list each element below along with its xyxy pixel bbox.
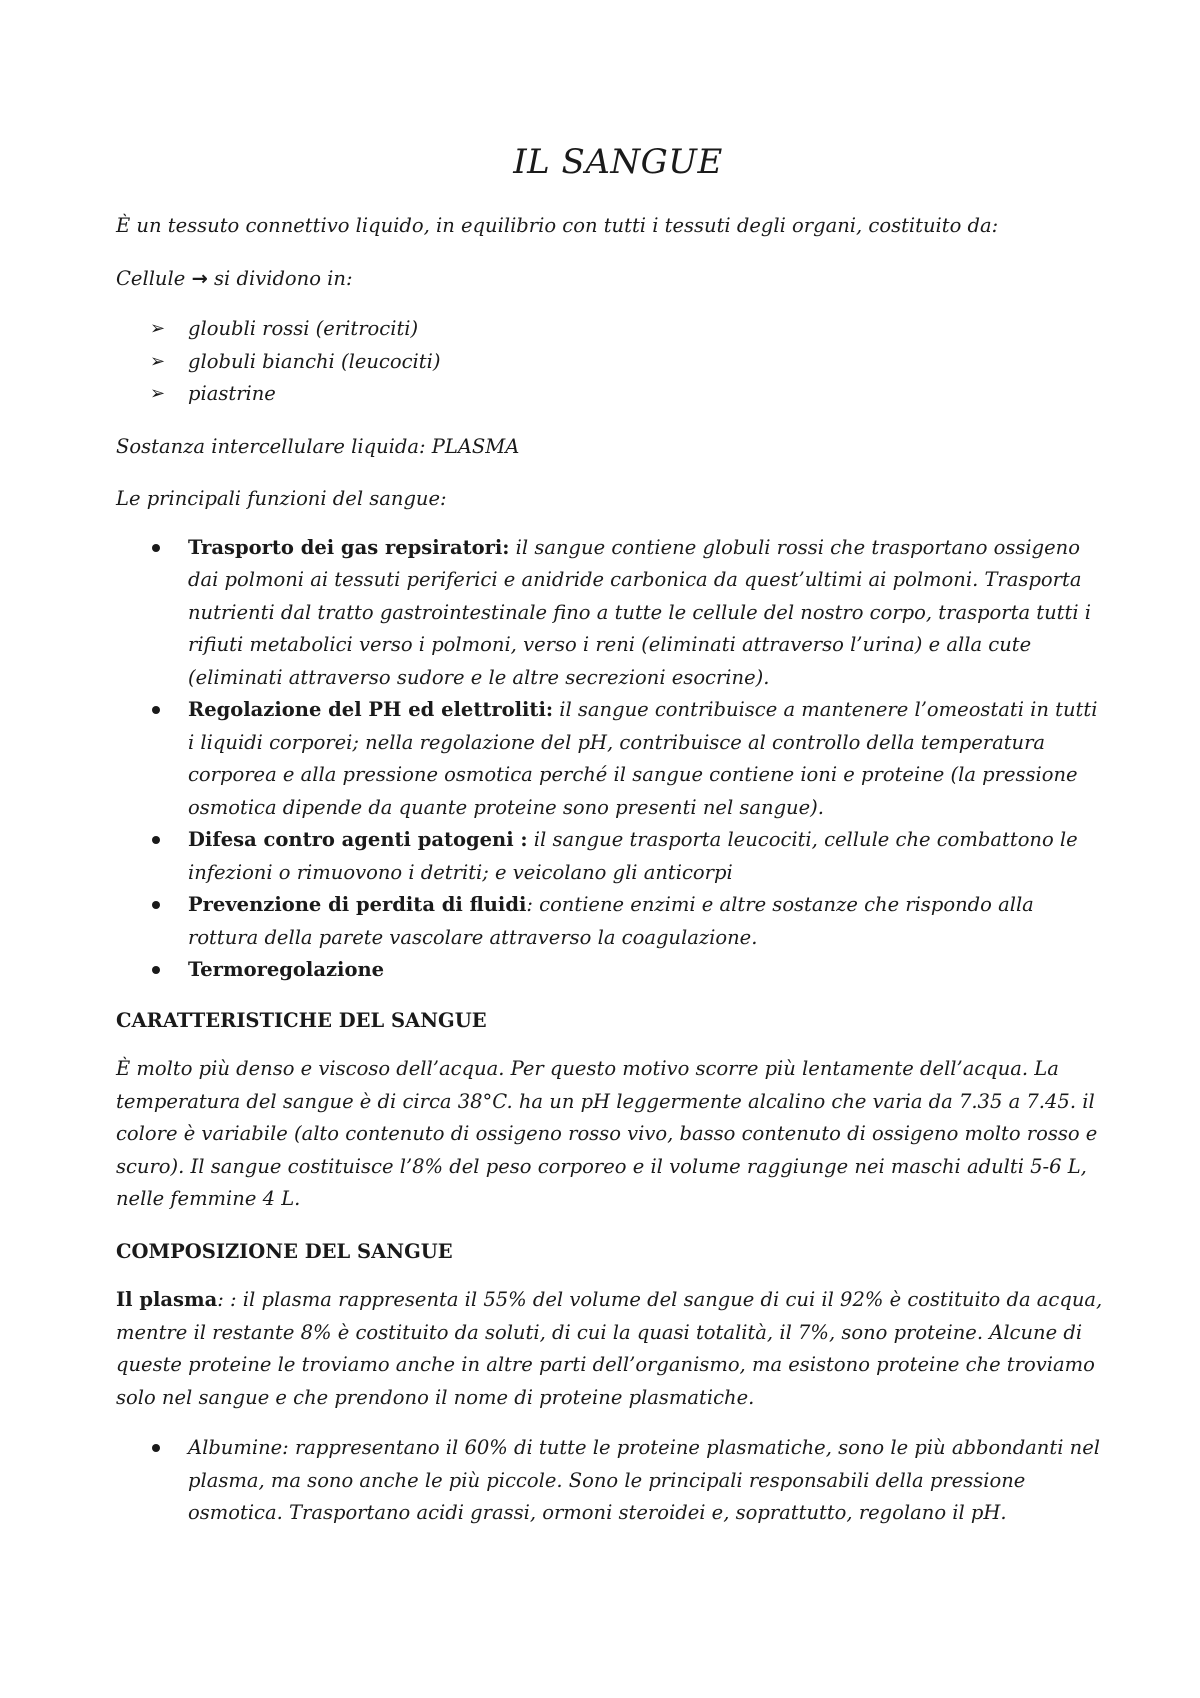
list-item xyxy=(116,313,1106,346)
function-text: : contiene enzimi e altre sostanze che rispondo alla rottura della parete vascolare attraverso la coagulazione. xyxy=(188,893,1034,949)
plasma-text: : : il plasma rappresenta il 55% del volume del sangue di cui il 92% è costituito da acqua, mentre il restante 8% è costituito da soluti, di cui la quasi totalità, il 7%, sono proteine. Alcune di queste proteine le troviamo anche in altre parti dell’organismo, ma esistono proteine che troviamo solo nel sangue e che prendono il nome di proteine plasmatiche. xyxy=(116,1288,1103,1409)
list-item xyxy=(116,532,1106,695)
arrowhead-bullet-icon: ➢ xyxy=(150,318,166,339)
bullet-dot-icon xyxy=(152,836,160,844)
function-text: il sangue contribuisce a mantenere l’omeostati in tutti i liquidi corporei; nella regolazione del pH, contribuisce al controllo della temperatura corporea e alla pressione osmotica perché il sangue contiene ioni e proteine (la pressione osmotica dipende da quante proteine sono presenti nel sangue). xyxy=(188,698,1098,819)
intro-paragraph: È un tessuto connettivo liquido, in equilibrio con tutti i tessuti degli organi, costituito da: xyxy=(116,214,999,237)
list-item-text: gloubli rossi (eritrociti) xyxy=(188,317,419,340)
function-title: Difesa contro agenti patogeni : xyxy=(188,828,528,851)
functions-intro: Le principali funzioni del sangue: xyxy=(116,487,447,510)
function-title: Prevenzione di perdita di fluidi xyxy=(188,893,527,916)
section-heading-caratteristiche: CARATTERISTICHE DEL SANGUE xyxy=(116,1008,487,1032)
page-title: IL SANGUE xyxy=(513,142,723,182)
arrowhead-bullet-icon: ➢ xyxy=(150,350,166,372)
bullet-dot-icon xyxy=(152,1444,160,1452)
list-item xyxy=(116,346,1106,379)
document-body xyxy=(116,210,1106,1548)
caratteristiche-paragraph: È molto più denso e viscoso dell’acqua. Per questo motivo scorre più lentamente dell’acqua. La temperatura del sangue è di circa 38°C. ha un pH leggermente alcalino che varia da 7.35 a 7.45. il colore è variabile (alto contenuto di ossigeno rosso vivo, basso contenuto di ossigeno molto rosso e scuro). Il sangue costituisce l’8% del peso corporeo e il volume raggiunge nei maschi adulti 5-6 L, nelle femmine 4 L. xyxy=(116,1057,1098,1210)
function-title: Regolazione del PH ed elettroliti: xyxy=(188,698,554,721)
cell-types-list xyxy=(116,313,1106,411)
sostanza-line: Sostanza intercellulare liquida: PLASMA xyxy=(116,434,520,458)
section-heading-composizione: COMPOSIZIONE DEL SANGUE xyxy=(116,1239,453,1263)
plasma-proteins-list xyxy=(116,1432,1106,1530)
bullet-dot-icon xyxy=(152,544,160,552)
function-title: Trasporto dei gas repsiratori: xyxy=(188,535,510,559)
list-item xyxy=(116,889,1106,954)
plasma-paragraph xyxy=(116,1284,1106,1414)
bullet-dot-icon xyxy=(152,901,160,909)
list-item xyxy=(116,824,1106,889)
bullet-dot-icon xyxy=(152,706,160,714)
right-arrow-icon: → xyxy=(191,266,208,290)
list-item xyxy=(116,1432,1106,1530)
list-item xyxy=(116,694,1106,824)
list-item-text: piastrine xyxy=(188,382,276,405)
functions-list xyxy=(116,532,1106,987)
list-item xyxy=(116,378,1106,411)
bullet-dot-icon xyxy=(152,966,160,974)
function-text: il sangue contiene globuli rossi che trasportano ossigeno dai polmoni ai tessuti periferici e anidride carbonica da quest’ultimi ai polmoni. Trasporta nutrienti dal tratto gastrointestinale fino a tutte le cellule del nostro corpo, trasporta tutti i rifiuti metabolici verso i polmoni, verso i reni (eliminati attraverso l’urina) e alla cute (eliminati attraverso sudore e le altre secrezioni esocrine). xyxy=(188,535,1092,689)
cellule-rest: si dividono in: xyxy=(214,266,353,290)
cellule-label: Cellule xyxy=(116,266,186,290)
list-item-text: globuli bianchi (leucociti) xyxy=(188,349,441,373)
function-title: Termoregolazione xyxy=(188,958,385,981)
list-item-text: Albumine: rappresentano il 60% di tutte le proteine plasmatiche, sono le più abbondanti nel plasma, ma sono anche le più piccole. Sono le principali responsabili della pressione osmotica. Trasportano acidi grassi, ormoni steroidei e, soprattutto, regolano il pH. xyxy=(188,1436,1100,1524)
list-item xyxy=(116,954,1106,987)
plasma-label: Il plasma xyxy=(116,1288,218,1311)
arrowhead-bullet-icon: ➢ xyxy=(150,383,166,404)
function-text: il sangue trasporta leucociti, cellule che combattono le infezioni o rimuovono i detriti; e veicolano gli anticorpi xyxy=(188,828,1078,884)
cellule-line xyxy=(116,263,1106,296)
